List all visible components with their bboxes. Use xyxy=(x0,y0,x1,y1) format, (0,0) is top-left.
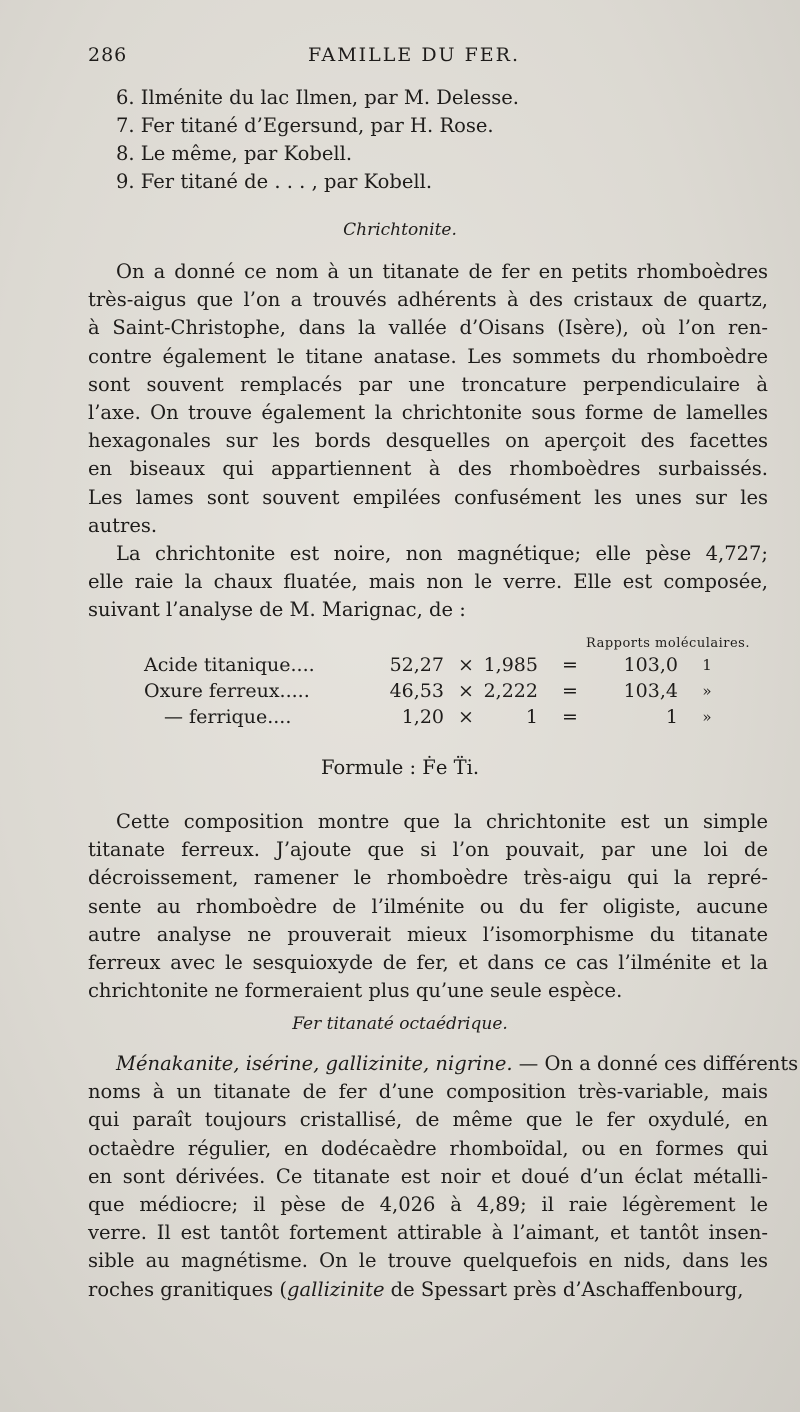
times-sign: × xyxy=(458,706,474,728)
text-line: Cette composition montre que la chrichtonite est un simple xyxy=(116,810,768,833)
component-name: Oxure ferreux..... xyxy=(144,680,310,702)
text-line: noms à un titanate de fer d’une composition très-variable, mais xyxy=(88,1080,768,1104)
page-header xyxy=(88,44,740,74)
text-line: en biseaux qui appartiennent à des rhomboèdres surbaissés. xyxy=(88,457,768,481)
component-name: — ferrique.... xyxy=(164,706,292,728)
text-line: octaèdre régulier, en dodécaèdre rhomboïdal, ou en formes qui xyxy=(88,1136,768,1160)
paragraph-description xyxy=(88,258,768,540)
text-line: elle raie la chaux fluatée, mais non le verre. Elle est composée, xyxy=(88,570,768,594)
percentage-value: 1,20 xyxy=(401,706,444,728)
text-line: ferreux avec le sesquioxyde de fer, et dans ce cas l’ilménite et la xyxy=(88,951,768,975)
text-line: autres. xyxy=(88,513,158,537)
text-line: titanate ferreux. J’ajoute que si l’on pouvait, par une loi de xyxy=(88,838,768,862)
text-line: très-aigus que l’on a trouvés adhérents à des cristaux de quartz, xyxy=(88,288,768,312)
section-title-chrichtonite: Chrichtonite. xyxy=(343,220,457,240)
times-sign: × xyxy=(458,654,474,676)
equals-sign: = xyxy=(562,654,578,676)
text-line: contre également le titane anatase. Les sommets du rhomboèdre xyxy=(88,344,768,368)
text-line xyxy=(88,1050,799,1078)
list-item: 7. Fer titané d’Egersund, par H. Rose. xyxy=(116,114,494,137)
table-header: Rapports moléculaires. xyxy=(586,636,750,651)
mineral-name: gallizinite xyxy=(286,1277,385,1301)
running-title: FAMILLE DU FER. xyxy=(307,44,521,66)
text-line: Les lames sont souvent empilées confusément les unes sur les xyxy=(88,485,768,509)
mineral-names: Ménakanite, isérine, gallizinite, nigrine. xyxy=(116,1052,513,1075)
section-title-fer-titanate: Fer titanaté octaédrique. xyxy=(292,1014,508,1034)
factor-value: 1 xyxy=(525,706,538,728)
text-line: suivant l’analyse de M. Marignac, de : xyxy=(88,598,466,622)
table-row xyxy=(88,704,768,730)
text-span: — On a donné ces différents xyxy=(512,1052,799,1075)
text-span: roches granitiques ( xyxy=(88,1277,287,1301)
text-line: décroissement, ramener le rhomboèdre très-aigu qui la repré- xyxy=(88,866,768,890)
equals-sign: = xyxy=(562,680,578,702)
paragraph-conclusion xyxy=(88,808,768,1005)
reference-list xyxy=(88,84,768,196)
text-line: sont souvent remplacés par une troncature perpendiculaire à xyxy=(88,372,768,396)
table-row xyxy=(88,652,768,678)
text-line: verre. Il est tantôt fortement attirable à l’aimant, et tantôt insen- xyxy=(88,1221,768,1245)
percentage-value: 52,27 xyxy=(389,654,444,676)
table-row xyxy=(88,678,768,704)
text-line: autre analyse ne prouverait mieux l’isomorphisme du titanate xyxy=(88,922,768,946)
factor-value: 1,985 xyxy=(483,654,538,676)
equals-sign: = xyxy=(562,706,578,728)
component-name: Acide titanique.... xyxy=(144,654,315,676)
list-item: 6. Ilménite du lac Ilmen, par M. Delesse. xyxy=(116,86,519,109)
molecular-ratio: » xyxy=(702,682,712,700)
text-line: l’axe. On trouve également la chrichtonite sous forme de lamelles xyxy=(88,401,768,425)
molecular-ratio: 1 xyxy=(702,656,712,674)
text-line: à Saint-Christophe, dans la vallée d’Oisans (Isère), où l’on ren- xyxy=(88,316,768,340)
text-line: La chrichtonite est noire, non magnétique; elle pèse 4,727; xyxy=(116,542,768,565)
factor-value: 2,222 xyxy=(483,680,538,702)
text-line: sente au rhomboèdre de l’ilménite ou du fer oligiste, aucune xyxy=(88,894,768,918)
ratio-value: 1 xyxy=(665,706,678,728)
text-line: hexagonales sur les bords desquelles on aperçoit des facettes xyxy=(88,429,768,453)
text-line: On a donné ce nom à un titanate de fer en petits rhomboèdres xyxy=(116,260,768,283)
times-sign: × xyxy=(458,680,474,702)
paragraph-properties xyxy=(88,540,768,625)
text-line: en sont dérivées. Ce titanate est noir et doué d’un éclat métalli- xyxy=(88,1164,768,1188)
page-number: 286 xyxy=(88,44,128,66)
text-line: qui paraît toujours cristallisé, de même que le fer oxydulé, en xyxy=(88,1108,768,1132)
text-span: de Spessart près d’Aschaffenbourg, xyxy=(384,1277,744,1301)
ratio-value: 103,4 xyxy=(623,680,678,702)
chemical-formula: Formule : Ḟe T̈i. xyxy=(320,756,480,779)
list-item: 9. Fer titané de . . . , par Kobell. xyxy=(116,170,433,193)
text-line xyxy=(88,1276,768,1304)
list-item: 8. Le même, par Kobell. xyxy=(116,142,353,165)
molecular-ratio: » xyxy=(702,708,712,726)
ratio-value: 103,0 xyxy=(623,654,678,676)
paragraph-menakanite xyxy=(88,1050,799,1304)
text-line: chrichtonite ne formeraient plus qu’une seule espèce. xyxy=(88,979,623,1003)
text-line: sible au magnétisme. On le trouve quelquefois en nids, dans les xyxy=(88,1249,768,1273)
percentage-value: 46,53 xyxy=(389,680,444,702)
text-line: que médiocre; il pèse de 4,026 à 4,89; il raie légèrement le xyxy=(88,1193,768,1217)
